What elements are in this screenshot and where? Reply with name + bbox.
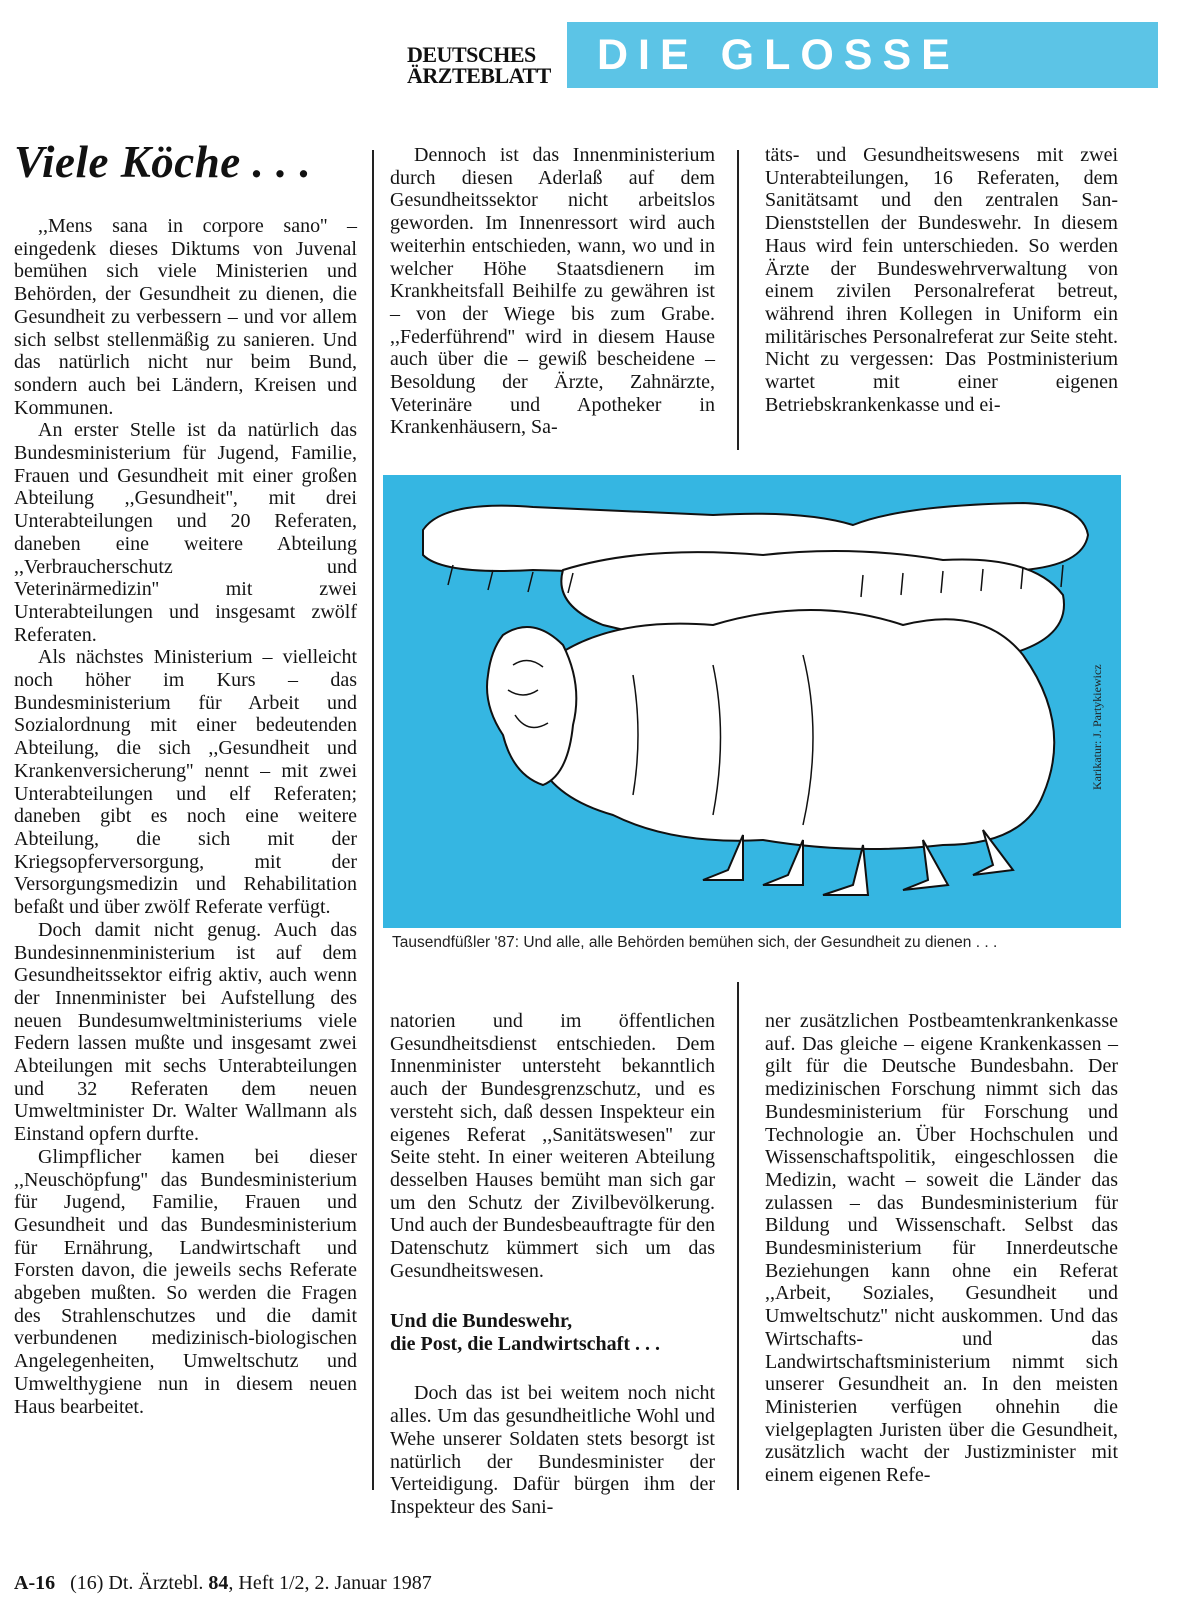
journal-logo [407,44,555,86]
article-title: Viele Köche . . . [14,137,312,187]
column-divider [737,982,739,1490]
section-title: DIE GLOSSE [597,30,960,79]
paragraph: ,,Mens sana in corpore sano'' – eingedenk dieses Diktums von Juvenal bemühen sich viele Ministerien und Behörden, der Gesundheit zu dienen, die Gesundheit zu verbessern – und vor allem sich selbst stellenmäßig zu sanieren. Und das natürlich nicht nur beim Bund, sondern auch bei Ländern, Kreisen und Kommunen. [14,215,357,419]
paragraph: täts- und Gesundheitswesens mit zwei Unterabteilungen, 16 Referaten, dem Sanitätsamt und den zentralen San-Dienststellen der Bundeswehr. In diesem Haus wird fein unterschieden. So werden Ärzte der Bundeswehrverwaltung von einem zivilen Personalreferat betreut, während ihren Kollegen in Uniform ein militärisches Personalreferat zur Seite steht. Nicht zu vergessen: Das Postministerium wartet mit einer eigenen Betriebskrankenkasse und ei- [765,144,1118,416]
paragraph: Glimpflicher kamen bei dieser ,,Neuschöpfung'' das Bundesministerium für Jugend, Familie, Frauen und Gesundheit und das Bundesministerium für Ernährung, Landwirtschaft und Forsten davon, die jeweils sechs Referate abgeben mußten. So werden die Fragen des Strahlenschutzes und die damit verbundenen medizinisch-biologischen Angelegenheiten, Umweltschutz und Umwelthygiene nun in diesem neuen Haus bearbeitet. [14,1145,357,1418]
column-3-top [765,144,1118,416]
column-3-bottom [765,1010,1118,1487]
logo-line-1: DEUTSCHES [407,42,536,67]
paragraph: Als nächstes Ministerium – vielleicht noch höher im Kurs – das Bundesministerium für Arbeit und Sozialordnung mit einer bedeutenden Abteilung, die sich ,,Gesundheit und Krankenversicherung'' nennt – mit zwei Unterabteilungen und elf Referaten; daneben gibt es noch eine weitere Abteilung, die sich mit der Kriegsopferversorgung, mit der Versorgungsmedizin und Rehabilitation befaßt und über zwölf Referate verfügt. [14,646,357,919]
paragraph: An erster Stelle ist da natürlich das Bundesministerium für Jugend, Familie, Frauen und Gesundheit mit einer großen Abteilung ,,Gesundheit'', mit drei Unterabteilungen und 20 Referaten, daneben eine weitere Abteilung ,,Verbraucherschutz und Veterinärmedizin'' mit zwei Unterabteilungen und insgesamt zwölf Referaten. [14,419,357,646]
page-footer [14,1572,432,1595]
page-number: A-16 [14,1572,56,1594]
figure-credit: Karikatur: J. Partykiewicz [1090,664,1104,790]
logo-line-2: ÄRZTEBLATT [407,63,551,88]
centipede-body [533,610,1054,849]
cartoon-illustration [383,475,1121,928]
sub-heading-line-2: die Post, die Landwirtschaft . . . [390,1333,660,1356]
column-divider [372,150,374,1490]
paragraph: ner zusätzlichen Postbeamtenkrankenkasse auf. Das gleiche – eigene Krankenkassen – gilt für die Deutsche Bundesbahn. Der medizinischen Forschung nimmt sich das Bundesministerium für Forschung und Technologie an. Über Hochschulen und Wissenschaftspolitik, eingeschlossen die Medizin, wacht – soweit die Länder das zulassen – das Bundesministerium für Bildung und Wissenschaft. Selbst das Bundesministerium für Innerdeutsche Beziehungen kann ohne ein Referat ,,Arbeit, Soziales, Gesundheit und Umweltschutz'' nicht auskommen. Und das Wirtschafts- und das Landwirtschaftsministerium nimmt sich unserer Gesundheit an. In den meisten Ministerien verfügen ohnehin die vielgeplagten Juristen über die Gesundheit, zusätzlich wacht der Justizminister mit einem eigenen Refe- [765,1010,1118,1487]
sub-heading-line-1: Und die Bundeswehr, [390,1310,573,1333]
section-banner [567,22,1158,88]
paragraph: Doch damit nicht genug. Auch das Bundesinnenministerium ist auf dem Gesundheitssektor eifrig aktiv, auch wenn der Innenminister bei Aufstellung des neuen Bundesumweltministeriums viele Federn lassen mußte und insgesamt zwei Abteilungen mit sechs Unterabteilungen und 32 Referaten dem neuen Umweltminister Dr. Walter Wallmann als Einstand opfern durfte. [14,918,357,1146]
paragraph: Dennoch ist das Innenministerium durch diesen Aderlaß auf dem Gesundheitssektor nicht arbeitslos geworden. Im Innenressort wird auch weiterhin entschieden, wann, wo und in welcher Höhe Staatsdienern im Krankheitsfall Beihilfe zu gewähren ist – von der Wiege bis zum Grabe. ,,Federführend'' wird in diesem Hause auch über die – gewiß bescheidene – Besoldung der Ärzte, Zahnärzte, Veterinäre und Apotheker in Krankenhäusern, Sa- [390,144,715,439]
figure-caption: Tausendfüßler '87: Und alle, alle Behörden bemühen sich, der Gesundheit zu dienen . . . [392,934,998,951]
paragraph: Doch das ist bei weitem noch nicht alles. Um das gesundheitliche Wohl und Wehe unserer Soldaten stets besorgt ist natürlich der Bundesminister der Verteidigung. Dafür bürgen ihm der Inspekteur des Sani- [390,1382,715,1518]
column-2-top [390,144,715,439]
column-2-bottom [390,1010,715,1519]
column-divider [737,150,739,450]
sub-heading [390,1310,715,1356]
column-1 [14,215,357,1418]
paragraph: natorien und im öffentlichen Gesundheitsdienst entschieden. Dem Innenminister untersteht bekanntlich auch der Bundesgrenzschutz, und es versteht sich, daß dessen Inspekteur ein eigenes Referat ,,Sanitätswesen'' zur Seite steht. In einer weiteren Abteilung desselben Hauses bemüht man sich gar um den Schutz der Zivilbevölkerung. Und auch der Bundesbeauftragte für den Datenschutz kümmert sich um das Gesundheitswesen. [390,1010,715,1282]
volume-number: 84 [208,1572,229,1594]
issue-date: , Heft 1/2, 2. Januar 1987 [228,1572,432,1594]
journal-citation: (16) Dt. Ärztebl. [70,1572,204,1594]
